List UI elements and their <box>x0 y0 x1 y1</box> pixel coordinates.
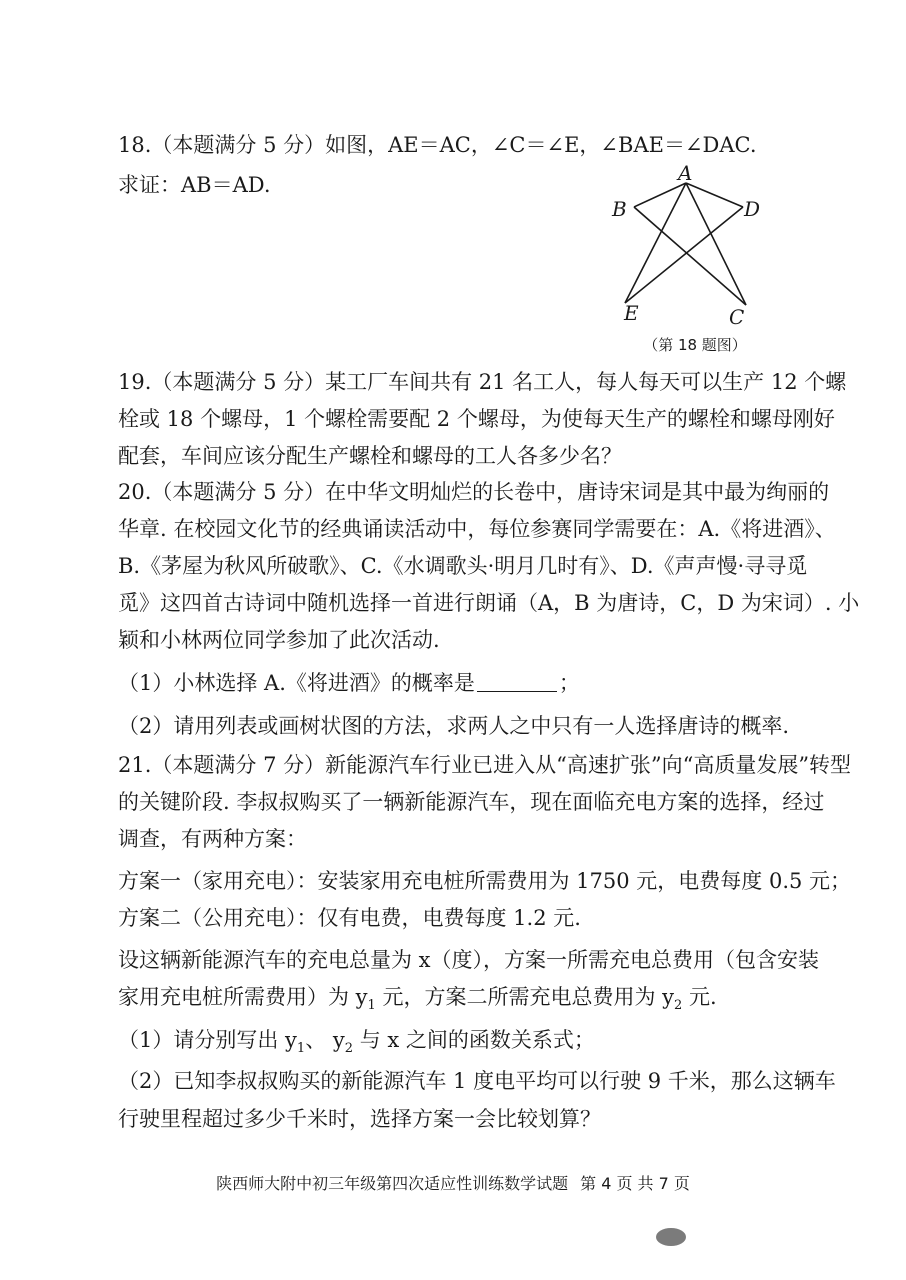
q20-sub-question-2: （2）请用列表或画树状图的方法，求两人之中只有一人选择唐诗的概率. <box>118 714 790 738</box>
q19-line-1: 19.（本题满分 5 分）某工厂车间共有 21 名工人，每人每天可以生产 12 个螺 <box>118 370 847 394</box>
segment-ae <box>625 183 686 303</box>
q21-line-3: 调查，有两种方案： <box>118 827 307 851</box>
q21-sub-question-1 <box>118 1025 595 1064</box>
segment-ad <box>686 183 743 207</box>
q20-sub-question-1 <box>118 668 580 698</box>
segment-ac <box>686 183 746 305</box>
vertex-e-label: E <box>624 301 639 325</box>
answer-blank[interactable] <box>477 669 557 692</box>
page-footer <box>0 1174 906 1194</box>
q19-line-3: 配套，车间应该分配生产螺栓和螺母的工人各多少名？ <box>118 444 622 468</box>
subscript-2: 2 <box>344 1041 354 1057</box>
q21-sub-question-2-line-1: （2）已知李叔叔购买的新能源汽车 1 度电平均可以行驶 9 千米，那么这辆车 <box>118 1069 836 1093</box>
segment-bc <box>634 207 746 305</box>
q21-line-1: 21.（本题满分 7 分）新能源汽车行业已进入从“高速扩张”向“高质量发展”转型 <box>118 753 852 777</box>
q21-line-5-c: 元. <box>682 985 717 1009</box>
segment-ab <box>634 183 686 207</box>
q18-figure-caption: （第 18 题图） <box>643 336 747 354</box>
q18-geometry-figure <box>600 160 770 360</box>
q21-line-2: 的关键阶段. 李叔叔购买了一辆新能源汽车，现在面临充电方案的选择，经过 <box>118 790 825 814</box>
subscript-1: 1 <box>367 998 376 1014</box>
q21-plan-2: 方案二（公用充电）：仅有电费，电费每度 1.2 元. <box>118 906 581 930</box>
q21-sub-question-2-line-2: 行驶里程超过多少千米时，选择方案一会比较划算？ <box>118 1107 601 1131</box>
q18-prove: 求证：AB＝AD. <box>118 173 271 197</box>
subscript-1: 1 <box>296 1041 306 1057</box>
q20-sub1-text: （1）小林选择 A.《将进酒》的概率是 <box>118 671 475 695</box>
q18-statement: 18.（本题满分 5 分）如图，AE＝AC，∠C＝∠E，∠BAE＝∠DAC. <box>118 133 757 157</box>
q20-line-4: 觅》这四首古诗词中随机选择一首进行朗诵（A，B 为唐诗，C，D 为宋词）. 小 <box>118 591 860 615</box>
exam-title: 陕西师大附中初三年级第四次适应性训练数学试题 <box>216 1174 569 1193</box>
q21-sub1-c: 与 x 之间的函数关系式； <box>353 1028 595 1052</box>
vertex-a-label: A <box>678 161 693 185</box>
q20-line-3: B.《茅屋为秋风所破歌》、C.《水调歌头·明月几时有》、D.《声声慢·寻寻觅 <box>118 554 808 578</box>
vertex-d-label: D <box>744 197 761 221</box>
q20-line-5: 颖和小林两位同学参加了此次活动. <box>118 628 440 652</box>
q20-sub1-end: ； <box>558 671 580 695</box>
scan-mark <box>656 1228 686 1246</box>
q21-line-4: 设这辆新能源汽车的充电总量为 x（度），方案一所需充电总费用（包含安装 <box>118 948 820 972</box>
q21-sub1-a: （1）请分别写出 y <box>118 1028 297 1052</box>
q21-plan-1: 方案一（家用充电）：安装家用充电桩所需费用为 1750 元，电费每度 0.5 元； <box>118 869 852 893</box>
q21-line-5 <box>118 982 717 1021</box>
segment-de <box>625 207 743 303</box>
q21-sub1-b: 、 y <box>305 1028 345 1052</box>
vertex-b-label: B <box>612 197 627 221</box>
subscript-2: 2 <box>674 998 683 1014</box>
q19-line-2: 栓或 18 个螺母，1 个螺栓需要配 2 个螺母，为使每天生产的螺栓和螺母刚好 <box>118 407 835 431</box>
q21-line-5-b: 元，方案二所需充电总费用为 y <box>375 985 675 1009</box>
q20-line-1: 20.（本题满分 5 分）在中华文明灿烂的长卷中，唐诗宋词是其中最为绚丽的 <box>118 480 830 504</box>
q20-line-2: 华章. 在校园文化节的经典诵读活动中，每位参赛同学需要在：A.《将进酒》、 <box>118 517 836 541</box>
page-number: 第 4 页 共 7 页 <box>580 1174 690 1193</box>
q21-line-5-a: 家用充电桩所需费用）为 y <box>118 985 368 1009</box>
vertex-c-label: C <box>729 305 745 329</box>
